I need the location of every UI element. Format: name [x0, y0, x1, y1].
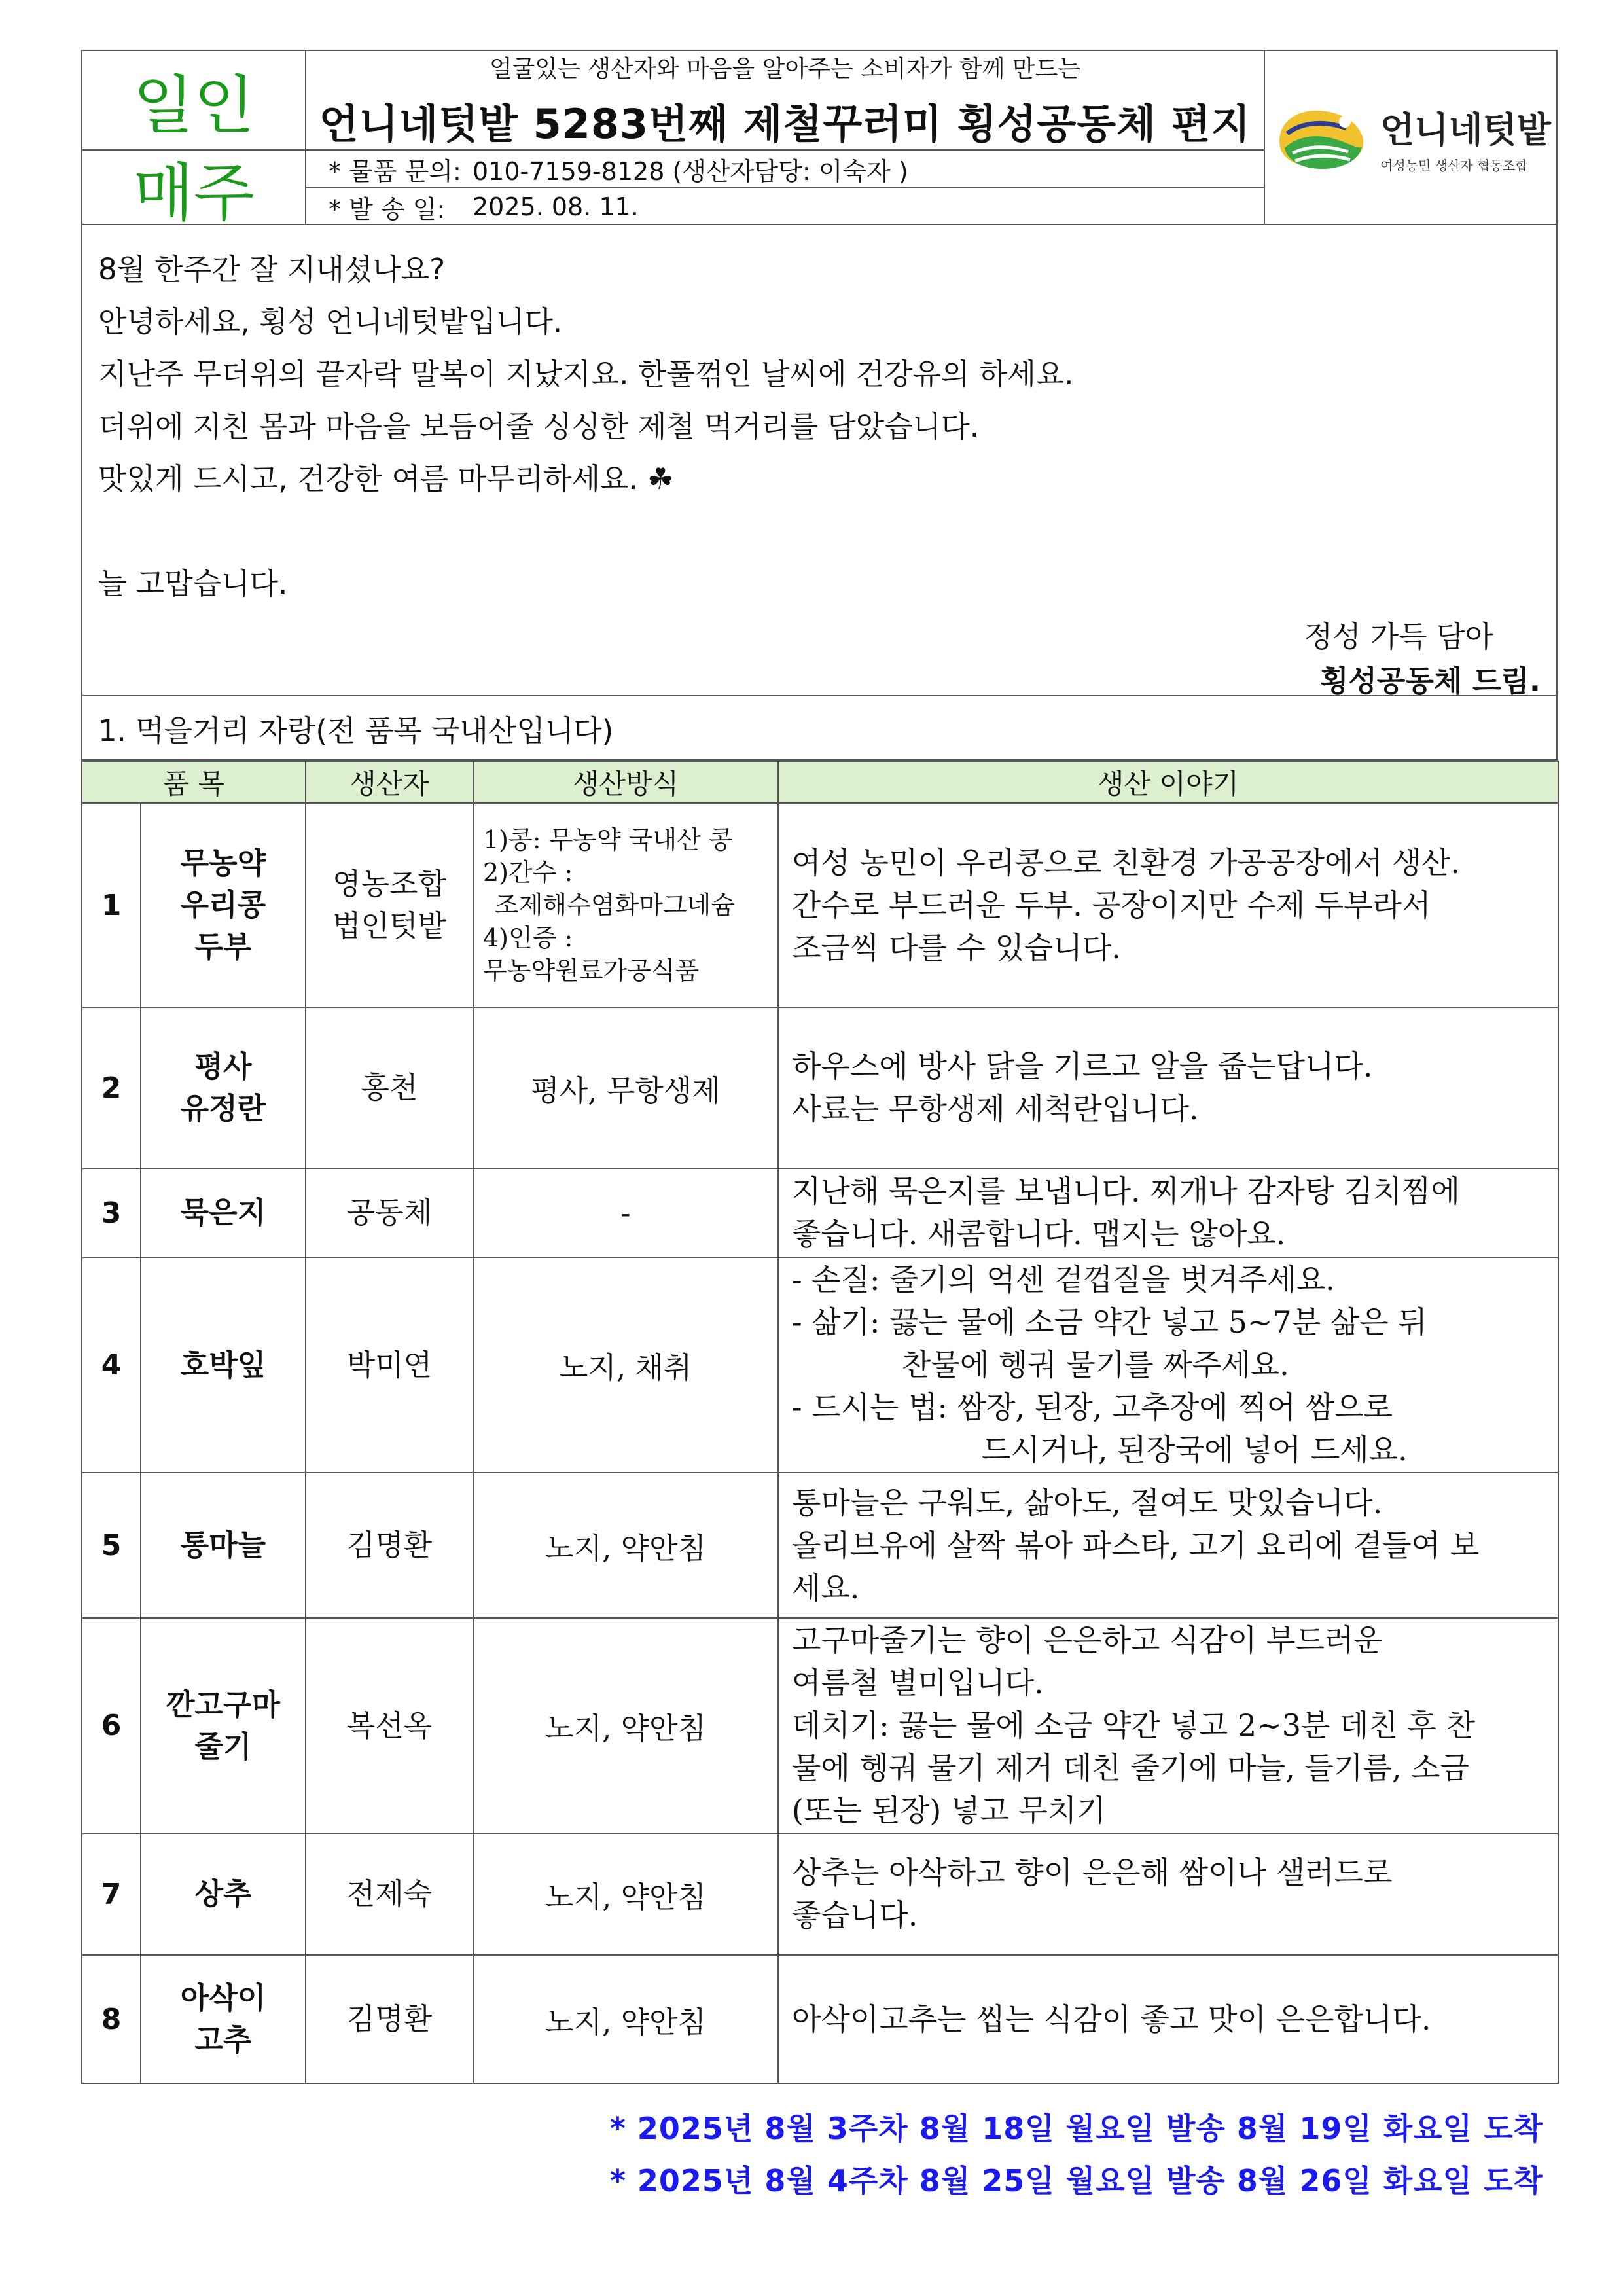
letter-thanks: 늘 고맙습니다. [98, 566, 288, 601]
logo-block [1265, 51, 1559, 225]
method: 1)콩: 무농약 국내산 콩 2)간수 : 조제해수염화마그네슘 4)인증 : 무농약원료가공식품 [473, 803, 778, 1007]
story: 고구마줄기는 향이 은은하고 식감이 부드러운 여름철 별미입니다. 데치기: 끓는 물에 소금 약간 넣고 2~3분 데친 후 찬 물에 헹궈 물기 제거 데친 줄기에 마늘, 들기름, 소금 (또는 된장) 넣고 무치기 [778, 1618, 1558, 1833]
page-title: 언니네텃밭 5283번째 제철꾸러미 횡성공동체 편지 [319, 100, 1251, 148]
item-name: 묵은지 [141, 1168, 306, 1257]
method: 노지, 채취 [473, 1257, 778, 1473]
header [81, 50, 1558, 230]
header-story: 생산 이야기 [778, 761, 1558, 803]
method: 평사, 무항생제 [473, 1007, 778, 1168]
item-name: 무농약 우리콩 두부 [141, 803, 306, 1007]
method: - [473, 1168, 778, 1257]
row-number: 2 [82, 1007, 141, 1168]
producer: 김명환 [306, 1955, 473, 2083]
producer: 공동체 [306, 1168, 473, 1257]
header-producer: 생산자 [306, 761, 473, 803]
item-name: 평사 유정란 [141, 1007, 306, 1168]
letter-line: 더위에 지친 몸과 마음을 보듬어줄 싱싱한 제철 먹거리를 담았습니다. [98, 409, 979, 444]
table-row [82, 1618, 1558, 1833]
story: 여성 농민이 우리콩으로 친환경 가공공장에서 생산. 간수로 부드러운 두부. 공장이지만 수제 두부라서 조금씩 다를 수 있습니다. [778, 803, 1558, 1007]
row-number: 1 [82, 803, 141, 1007]
producer: 홍천 [306, 1007, 473, 1168]
story: 아삭이고추는 씹는 식감이 좋고 맛이 은은합니다. [778, 1955, 1558, 2083]
ship-date-label: * 발 송 일: [329, 194, 446, 224]
logo [1273, 102, 1551, 174]
table-row [82, 1833, 1558, 1955]
letter-line: 맛있게 드시고, 건강한 여름 마무리하세요. ☘ [98, 461, 674, 496]
item-name: 통마늘 [141, 1473, 306, 1618]
ship-date-value: 2025. 08. 11. [473, 192, 639, 221]
producer: 전제숙 [306, 1833, 473, 1955]
table-row [82, 1007, 1558, 1168]
letter-line: 안녕하세요, 횡성 언니네텃밭입니다. [98, 304, 563, 339]
method: 노지, 약안침 [473, 1473, 778, 1618]
signature-line-2: 횡성공동체 드림. [1319, 664, 1541, 698]
row-number: 4 [82, 1257, 141, 1473]
letter-blank [98, 505, 1541, 558]
table-row [82, 1257, 1558, 1473]
weekly-label-top: 일인 [82, 51, 306, 151]
product-table [81, 761, 1559, 2084]
inquiry-value: 010-7159-8128 (생산자담당: 이숙자 ) [473, 156, 908, 186]
row-number: 5 [82, 1473, 141, 1618]
header-item: 품 목 [82, 761, 306, 803]
signature-line-1: 정성 가득 담아 [1304, 619, 1493, 654]
method: 노지, 약안침 [473, 1955, 778, 2083]
header-method: 생산방식 [473, 761, 778, 803]
letter-line: 8월 한주간 잘 지내셨나요? [98, 252, 446, 287]
section-title: 1. 먹을거리 자랑(전 품목 국내산입니다) [81, 696, 1558, 761]
producer: 영농조합 법인텃밭 [306, 803, 473, 1007]
table-row [82, 1955, 1558, 2083]
story: 지난해 묵은지를 보냅니다. 찌개나 감자탕 김치찜에 좋습니다. 새콤합니다. 맵지는 않아요. [778, 1168, 1558, 1257]
item-name: 깐고구마 줄기 [141, 1618, 306, 1833]
table-row [82, 803, 1558, 1007]
ship-date-row [306, 188, 1265, 225]
row-number: 6 [82, 1618, 141, 1833]
table-header-row [82, 761, 1558, 803]
row-number: 8 [82, 1955, 141, 2083]
logo-subtitle: 여성농민 생산자 협동조합 [1380, 158, 1528, 173]
item-name: 아삭이 고추 [141, 1955, 306, 2083]
table-row [82, 1168, 1558, 1257]
logo-name: 언니네텃밭 [1380, 109, 1551, 151]
letter-line: 지난주 무더위의 끝자락 말복이 지났지요. 한풀꺾인 날씨에 건강유의 하세요. [98, 357, 1074, 391]
producer: 김명환 [306, 1473, 473, 1618]
subtitle: 얼굴있는 생산자와 마음을 알아주는 소비자가 함께 만드는 [489, 56, 1081, 82]
letter-body [81, 225, 1558, 696]
method: 노지, 약안침 [473, 1833, 778, 1955]
letter-page [81, 50, 1558, 2207]
item-name: 상추 [141, 1833, 306, 1955]
delivery-schedule [81, 2102, 1558, 2207]
story: - 손질: 줄기의 억센 겉껍질을 벗겨주세요. - 삶기: 끓는 물에 소금 약간 넣고 5~7분 삶은 뒤 찬물에 헹궈 물기를 짜주세요. - 드시는 법: 쌈장, 된장, 고추장에 찍어 쌈으로 드시거나, 된장국에 넣어 드세요. [778, 1257, 1558, 1473]
logo-emblem-icon [1273, 102, 1371, 174]
story: 통마늘은 구워도, 삶아도, 절여도 맛있습니다. 올리브유에 살짝 볶아 파스타, 고기 요리에 곁들여 보 세요. [778, 1473, 1558, 1618]
method: 노지, 약안침 [473, 1618, 778, 1833]
delivery-line-1: * 2025년 8월 3주차 8월 18일 월요일 발송 8월 19일 화요일 도착 [609, 2111, 1543, 2146]
item-name: 호박잎 [141, 1257, 306, 1473]
producer: 박미연 [306, 1257, 473, 1473]
story: 상추는 아삭하고 향이 은은해 쌈이나 샐러드로 좋습니다. [778, 1833, 1558, 1955]
row-number: 3 [82, 1168, 141, 1257]
story: 하우스에 방사 닭을 기르고 알을 줍는답니다. 사료는 무항생제 세척란입니다. [778, 1007, 1558, 1168]
row-number: 7 [82, 1833, 141, 1955]
table-row [82, 1473, 1558, 1618]
producer: 복선옥 [306, 1618, 473, 1833]
delivery-line-2: * 2025년 8월 4주차 8월 25일 월요일 발송 8월 26일 화요일 도착 [609, 2163, 1543, 2198]
title-block [306, 51, 1265, 151]
weekly-label-bottom: 매주 [82, 151, 306, 225]
inquiry-row [306, 151, 1265, 188]
inquiry-label: * 물품 문의: [329, 156, 461, 186]
